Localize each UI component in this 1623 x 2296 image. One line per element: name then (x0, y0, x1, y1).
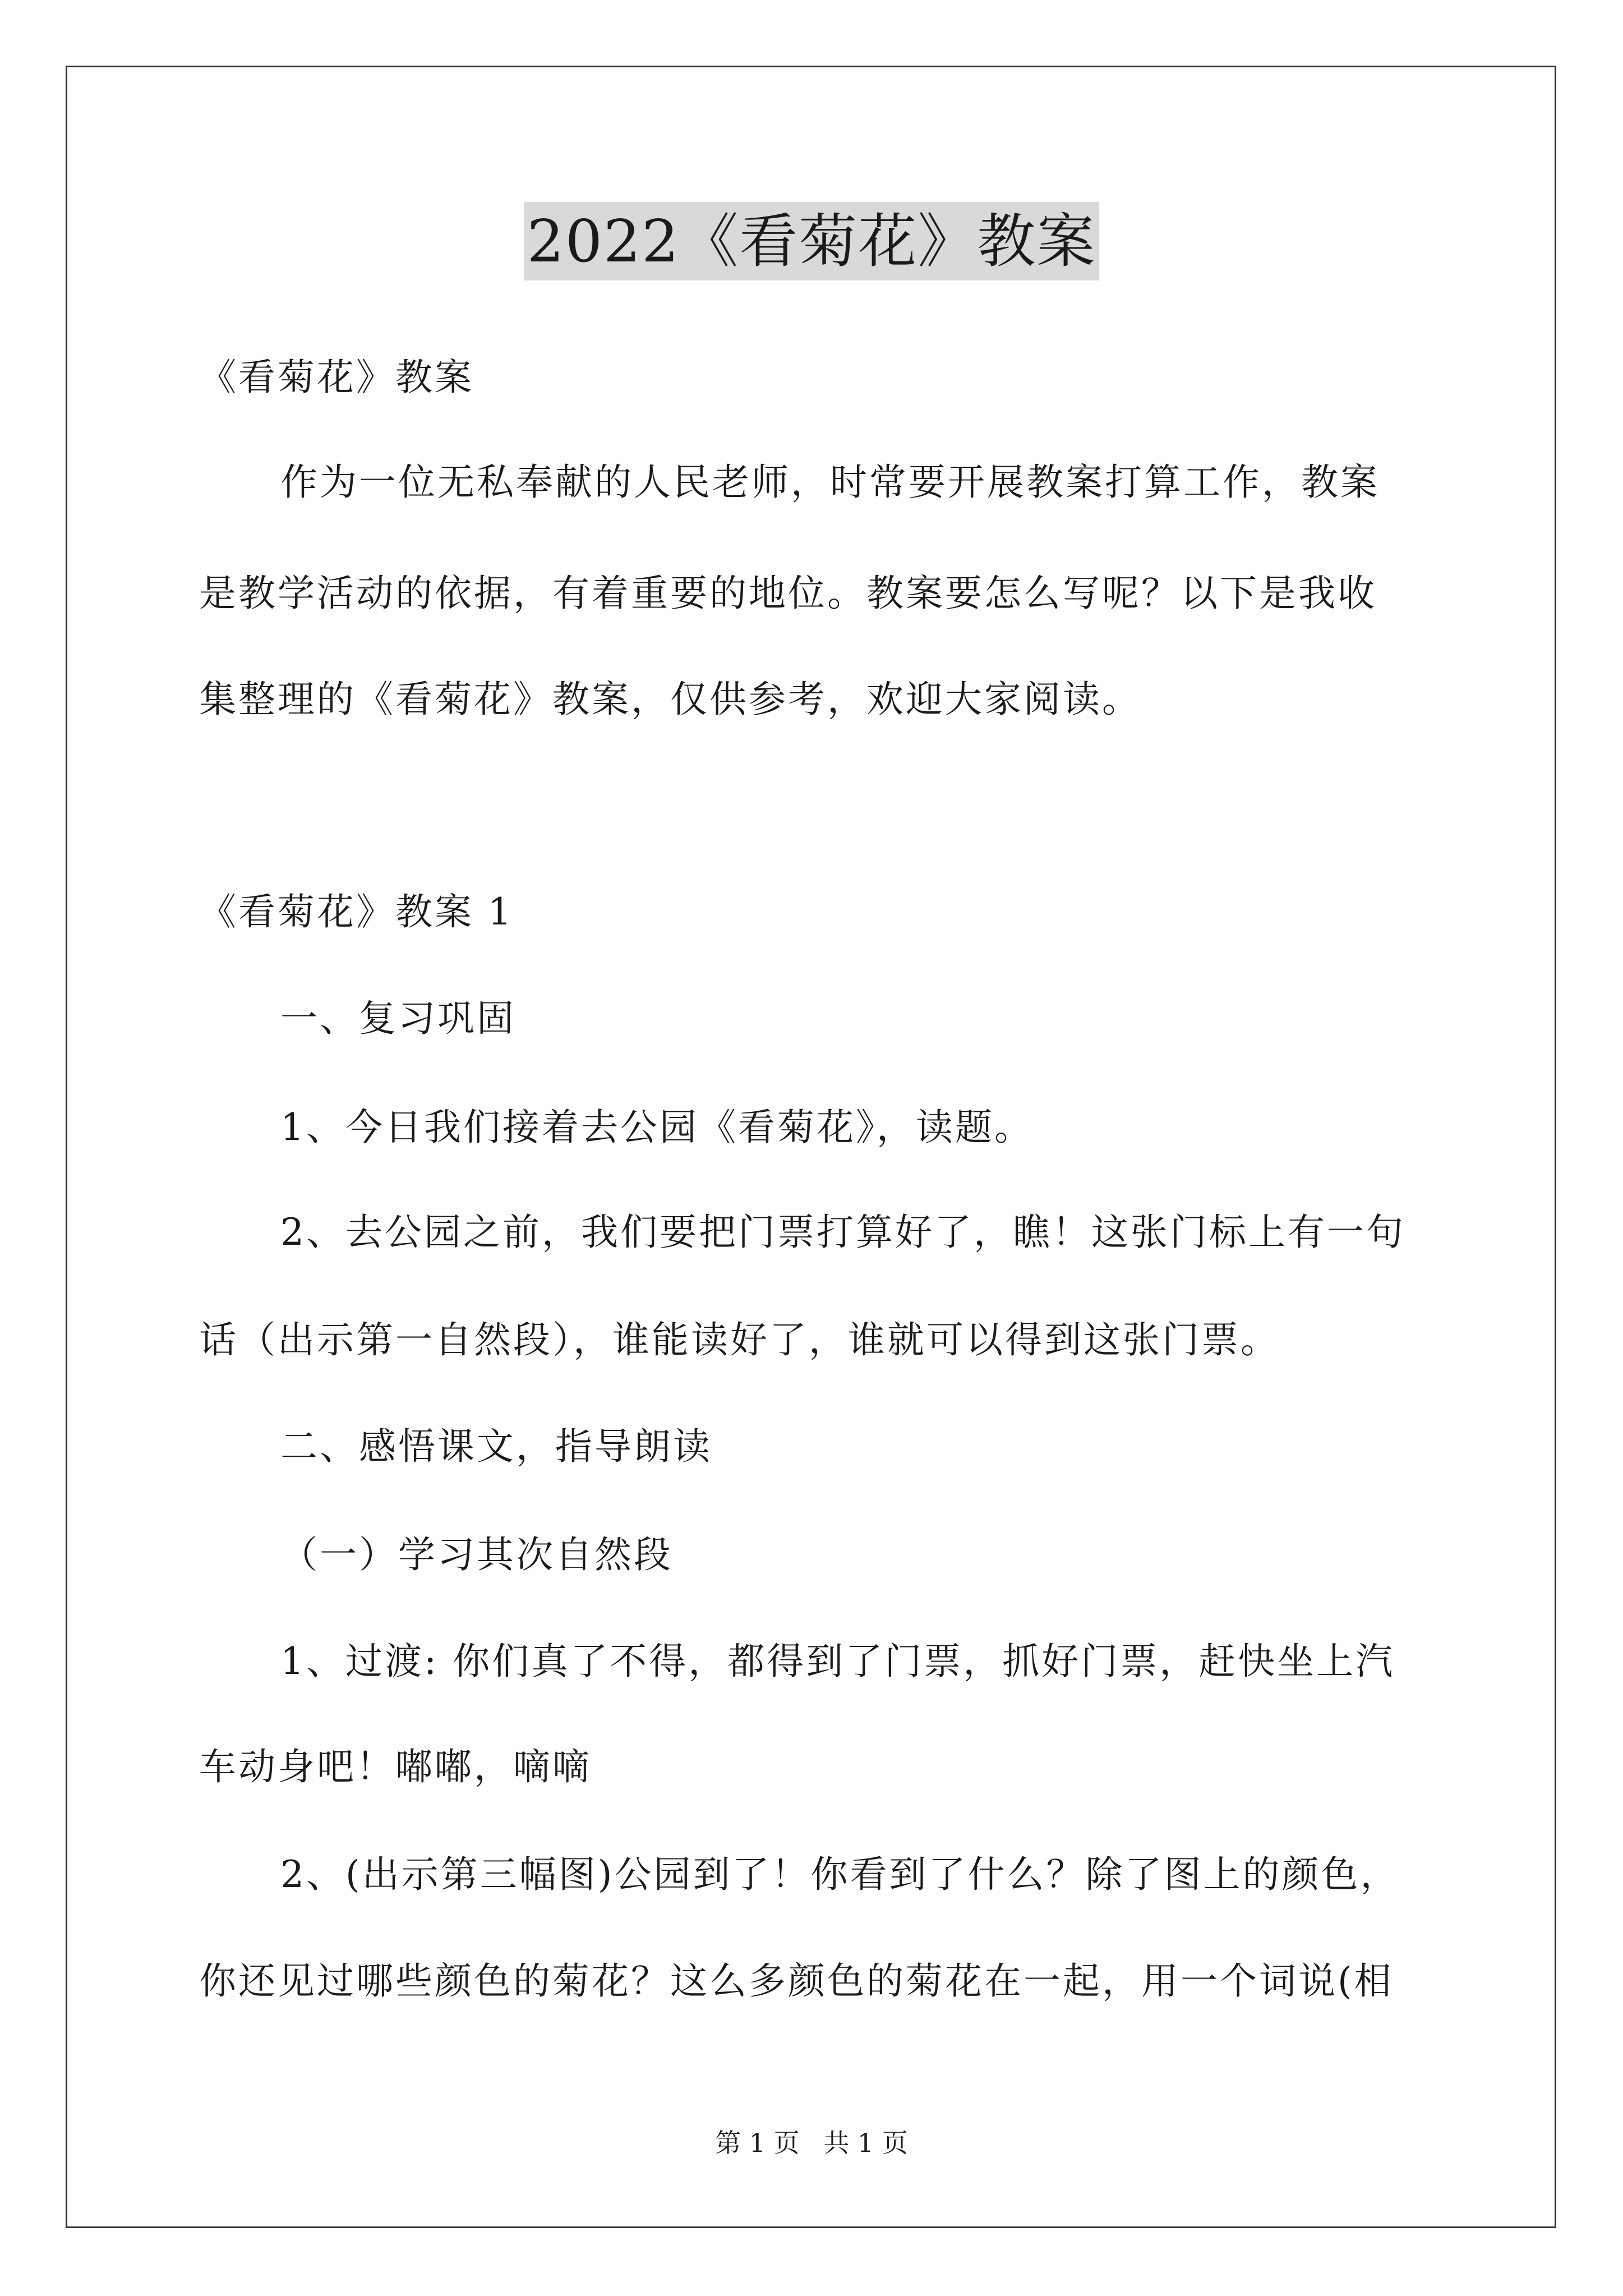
subheading-paragraph-2: （一）学习其次自然段 (280, 1533, 673, 1576)
paragraph-line: 话（出示第一自然段），谁能读好了，谁就可以得到这张门票。 (199, 1318, 1280, 1361)
document-title-text: 2022《看菊花》教案 (524, 202, 1100, 280)
paragraph-line: 1、过渡: 你们真了不得，都得到了门票，抓好门票，赶快坐上汽 (280, 1640, 1395, 1683)
intro-paragraph-line-1: 作为一位无私奉献的人民老师，时常要开展教案打算工作，教案 (280, 461, 1380, 504)
subheading-insight: 二、感悟课文，指导朗读 (280, 1425, 712, 1468)
paragraph-line: 车动身吧！嘟嘟，嘀嘀 (199, 1745, 592, 1788)
page-footer (0, 2126, 1623, 2160)
intro-paragraph-line-3: 集整理的《看菊花》教案，仅供参考，欢迎大家阅读。 (199, 678, 1141, 721)
subheading-review: 一、复习巩固 (280, 997, 516, 1040)
paragraph-line: 1、今日我们接着去公园《看菊花》，读题。 (280, 1106, 1034, 1149)
paragraph-line: 2、(出示第三幅图)公园到了！你看到了什么？除了图上的颜色， (280, 1853, 1400, 1896)
paragraph-line: 2、去公园之前，我们要把门票打算好了，瞧！这张门标上有一句 (280, 1211, 1405, 1254)
section-heading-1: 《看菊花》教案 1 (199, 890, 514, 933)
document-title (0, 202, 1623, 280)
paragraph-line: 你还见过哪些颜色的菊花？这么多颜色的菊花在一起，用一个词说(相 (199, 1959, 1394, 2003)
intro-paragraph-line-2: 是教学活动的依据，有着重要的地位。教案要怎么写呢？以下是我收 (199, 572, 1377, 615)
section-heading-intro: 《看菊花》教案 (199, 356, 474, 399)
page-total: 共 1 页 (823, 2128, 908, 2158)
page-number: 第 1 页 (715, 2128, 800, 2158)
